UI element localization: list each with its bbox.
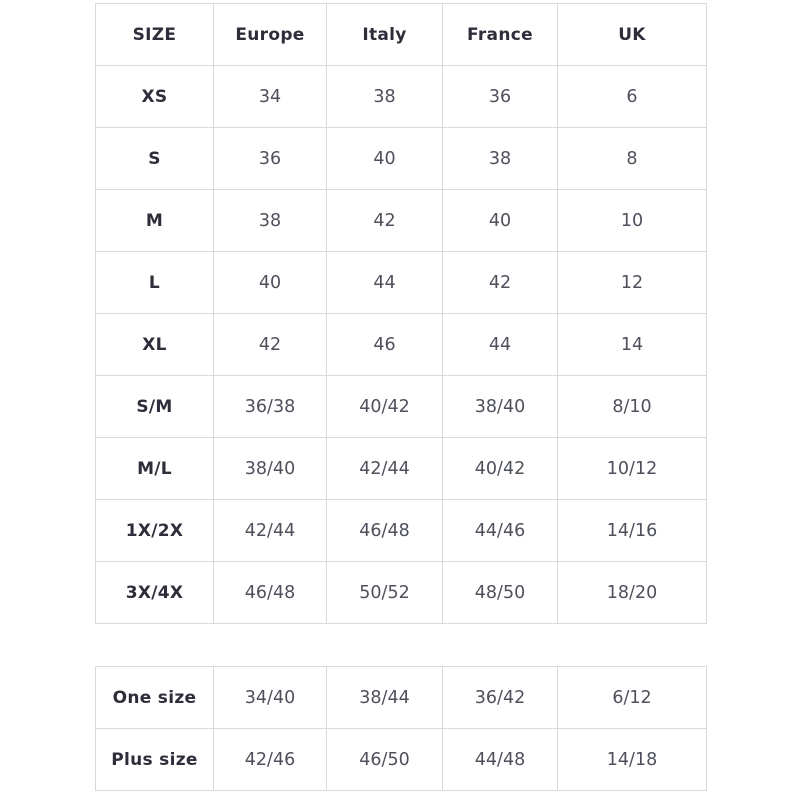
row-label: M xyxy=(96,190,214,252)
size-value-cell: 14/18 xyxy=(558,729,707,791)
row-label: XL xyxy=(96,314,214,376)
size-value-cell: 50/52 xyxy=(327,562,443,624)
size-value-cell: 40 xyxy=(214,252,327,314)
size-value-cell: 44 xyxy=(327,252,443,314)
column-header-uk: UK xyxy=(558,4,707,66)
size-value-cell: 42 xyxy=(443,252,558,314)
size-value-cell: 12 xyxy=(558,252,707,314)
row-label: 3X/4X xyxy=(96,562,214,624)
column-header-size: SIZE xyxy=(96,4,214,66)
column-header-italy: Italy xyxy=(327,4,443,66)
size-value-cell: 38/44 xyxy=(327,667,443,729)
size-value-cell: 36 xyxy=(214,128,327,190)
size-value-cell: 40 xyxy=(443,190,558,252)
size-value-cell: 48/50 xyxy=(443,562,558,624)
row-label: M/L xyxy=(96,438,214,500)
size-value-cell: 38/40 xyxy=(214,438,327,500)
row-label: S xyxy=(96,128,214,190)
table-row xyxy=(96,729,707,791)
row-label: L xyxy=(96,252,214,314)
table-row xyxy=(96,314,707,376)
size-value-cell: 40 xyxy=(327,128,443,190)
table-row xyxy=(96,66,707,128)
size-value-cell: 34 xyxy=(214,66,327,128)
size-value-cell: 42 xyxy=(214,314,327,376)
size-value-cell: 44 xyxy=(443,314,558,376)
table-row xyxy=(96,252,707,314)
size-value-cell: 40/42 xyxy=(327,376,443,438)
size-value-cell: 36/38 xyxy=(214,376,327,438)
size-value-cell: 10 xyxy=(558,190,707,252)
column-header-france: France xyxy=(443,4,558,66)
special-sizes-table xyxy=(95,666,707,791)
table-row xyxy=(96,438,707,500)
size-value-cell: 38 xyxy=(327,66,443,128)
size-value-cell: 46/48 xyxy=(327,500,443,562)
special-sizes-table-body xyxy=(96,667,707,791)
size-value-cell: 10/12 xyxy=(558,438,707,500)
size-value-cell: 18/20 xyxy=(558,562,707,624)
size-value-cell: 46/50 xyxy=(327,729,443,791)
size-value-cell: 38/40 xyxy=(443,376,558,438)
size-value-cell: 8/10 xyxy=(558,376,707,438)
size-value-cell: 42 xyxy=(327,190,443,252)
size-value-cell: 14 xyxy=(558,314,707,376)
row-label: One size xyxy=(96,667,214,729)
size-value-cell: 40/42 xyxy=(443,438,558,500)
size-value-cell: 38 xyxy=(443,128,558,190)
table-row xyxy=(96,376,707,438)
size-table-body xyxy=(96,66,707,624)
column-header-europe: Europe xyxy=(214,4,327,66)
row-label: 1X/2X xyxy=(96,500,214,562)
size-value-cell: 42/44 xyxy=(214,500,327,562)
size-value-cell: 42/46 xyxy=(214,729,327,791)
size-value-cell: 14/16 xyxy=(558,500,707,562)
row-label: XS xyxy=(96,66,214,128)
table-row xyxy=(96,667,707,729)
table-row xyxy=(96,500,707,562)
table-row xyxy=(96,128,707,190)
size-value-cell: 36/42 xyxy=(443,667,558,729)
row-label: Plus size xyxy=(96,729,214,791)
size-value-cell: 44/48 xyxy=(443,729,558,791)
size-value-cell: 46 xyxy=(327,314,443,376)
size-value-cell: 34/40 xyxy=(214,667,327,729)
size-value-cell: 8 xyxy=(558,128,707,190)
row-label: S/M xyxy=(96,376,214,438)
size-value-cell: 46/48 xyxy=(214,562,327,624)
table-row xyxy=(96,190,707,252)
size-value-cell: 38 xyxy=(214,190,327,252)
size-value-cell: 36 xyxy=(443,66,558,128)
size-value-cell: 42/44 xyxy=(327,438,443,500)
size-conversion-table xyxy=(95,3,707,624)
size-value-cell: 6/12 xyxy=(558,667,707,729)
header-row xyxy=(96,4,707,66)
table-row xyxy=(96,562,707,624)
size-value-cell: 6 xyxy=(558,66,707,128)
size-value-cell: 44/46 xyxy=(443,500,558,562)
